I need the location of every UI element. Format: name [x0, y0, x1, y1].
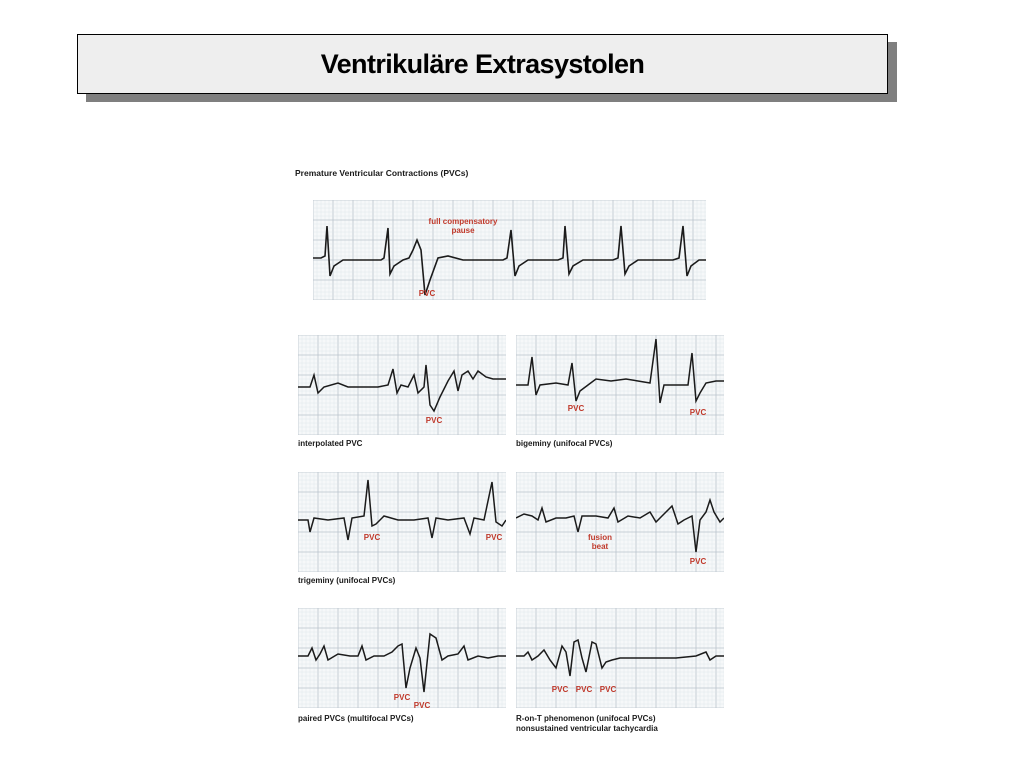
caption-paired: paired PVCs (multifocal PVCs)	[298, 714, 414, 723]
caption-bigeminy: bigeminy (unifocal PVCs)	[516, 439, 613, 448]
annotation-pvc: PVC	[363, 533, 381, 542]
annotation-pvc: PVC	[485, 533, 503, 542]
slide-title-box	[77, 34, 888, 94]
annotation-pvc: PVC	[425, 416, 443, 425]
caption-interpolated: interpolated PVC	[298, 439, 363, 448]
annotation-pvc: PVC	[393, 693, 411, 702]
ecg-strip-interpolated	[298, 335, 506, 448]
annotation-pvc: PVC	[567, 404, 585, 413]
caption-ront-2: nonsustained ventricular tachycardia	[516, 724, 658, 733]
annotation-pvc: PVC	[551, 685, 569, 694]
annotation-pause: pause	[451, 226, 475, 235]
ecg-strip-bigeminy	[516, 335, 724, 448]
annotation-pvc: PVC	[575, 685, 593, 694]
annotation-fusion: fusion	[588, 533, 612, 542]
annotation-pvc: PVC	[689, 408, 707, 417]
slide-title: Ventrikuläre Extrasystolen	[320, 48, 645, 79]
figure-heading: Premature Ventricular Contractions (PVCs)	[295, 168, 469, 178]
ecg-strip-main	[313, 200, 706, 300]
ecg-strip-paired	[298, 608, 506, 723]
caption-ront: R-on-T phenomenon (unifocal PVCs)	[516, 714, 656, 723]
annotation-pvc: PVC	[413, 701, 431, 708]
ecg-strip-ront	[516, 608, 724, 733]
ecg-strip-fusion	[516, 472, 724, 572]
annotation-beat: beat	[591, 542, 609, 551]
ecg-figure	[290, 160, 740, 740]
annotation-full-compensatory: full compensatory	[428, 217, 498, 226]
ecg-strip-main-svg	[313, 200, 706, 300]
annotation-pvc: PVC	[689, 557, 707, 566]
annotation-pvc: PVC	[599, 685, 617, 694]
caption-trigeminy: trigeminy (unifocal PVCs)	[298, 576, 396, 585]
ecg-strip-trigeminy	[298, 472, 506, 585]
annotation-pvc: PVC	[418, 289, 436, 298]
